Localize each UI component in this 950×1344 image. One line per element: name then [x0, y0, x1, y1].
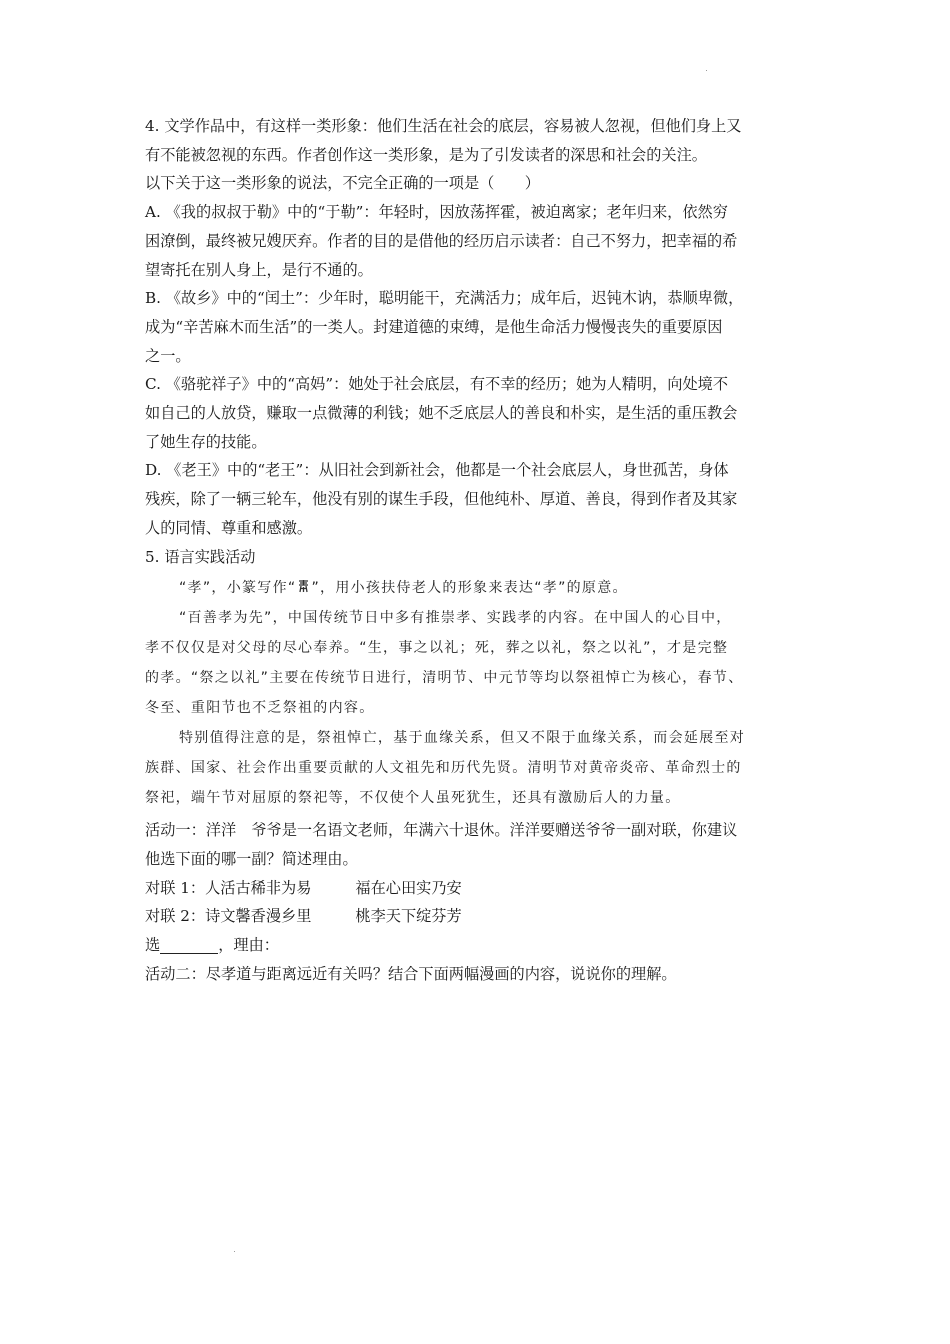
reading-passage	[145, 573, 815, 813]
q4-stem-line-1: 4. 文学作品中，有这样一类形象：他们生活在社会的底层，容易被人忽视，但他们身上又	[145, 117, 742, 135]
passage-line: 祭祀，端午节对屈原的祭祀等，不仅使个人虽死犹生，还具有激励后人的力量。	[145, 790, 681, 807]
option-line: 残疾，除了一辆三轮车，他没有别的谋生手段，但他纯朴、厚道、善良，得到作者及其家	[145, 490, 738, 509]
passage-line: 冬至、重阳节也不乏祭祖的内容。	[145, 700, 375, 717]
page-mark-bottom	[234, 1251, 235, 1252]
couplet-second-line: 福在心田实乃安	[355, 878, 462, 897]
answer-prefix: 选	[145, 936, 161, 955]
option-line: C. 《骆驼祥子》中的“高妈”：她处于社会底层，有不幸的经历；她为人精明，向处境不	[145, 375, 729, 394]
answer-blank[interactable]	[160, 935, 218, 954]
passage-line: 孝不仅仅是对父母的尽心奉养。“生，事之以礼；死，葬之以礼，祭之以礼”，才是完整	[145, 640, 729, 657]
q4-stem-line-2: 有不能被忽视的东西。作者创作这一类形象，是为了引发读者的深思和社会的关注。	[145, 145, 707, 164]
option-line: A. 《我的叔叔于勒》中的“于勒”：年轻时，因放荡挥霍，被迫离家；老年归来，依然穷	[145, 203, 728, 222]
couplet-label: 对联 1：	[145, 878, 206, 897]
q4-option-b	[145, 284, 815, 370]
passage-text: ”，用小孩扶侍老人的形象来表达“孝”的原意。	[311, 580, 628, 597]
page-mark-top	[706, 70, 707, 71]
passage-paragraph-1	[145, 573, 815, 603]
activity-2: 活动二：尽孝道与距离远近有关吗？结合下面两幅漫画的内容，说说你的理解。	[145, 964, 677, 983]
option-line: 困潦倒，最终被兄嫂厌弃。作者的目的是借他的经历启示读者：自己不努力，把幸福的希	[145, 231, 738, 250]
passage-paragraph-2	[145, 603, 815, 723]
passage-paragraph-3	[145, 723, 815, 813]
couplet-second-line: 桃李天下绽芬芳	[355, 907, 462, 926]
answer-suffix: ，理由：	[218, 936, 279, 955]
q5-title: 5. 语言实践活动	[145, 547, 256, 566]
couplet-2	[145, 902, 815, 931]
couplet-first-line: 诗文馨香漫乡里	[205, 907, 312, 926]
option-line: 望寄托在别人身上，是行不通的。	[145, 260, 373, 279]
passage-text: “孝”，小篆写作“	[179, 580, 297, 597]
option-line: 人的同情、尊重和感激。	[145, 518, 313, 537]
couplet-1	[145, 874, 815, 903]
q4-option-d	[145, 456, 815, 542]
answer-line	[145, 931, 815, 960]
option-line: 成为“辛苦麻木而生活”的一类人。封建道德的束缚，是他生命活力慢慢丧失的重要原因	[145, 317, 723, 336]
option-line: 了她生存的技能。	[145, 432, 267, 451]
exam-content	[145, 112, 815, 988]
option-line: 之一。	[145, 346, 191, 365]
passage-line: 的孝。“祭之以礼”主要在传统节日进行，清明节、中元节等均以祭祖悼亡为核心，春节、	[145, 670, 744, 687]
option-line: D. 《老王》中的“老王”：从旧社会到新社会，他都是一个社会底层人，身世孤苦，身体	[145, 461, 729, 480]
q4-prompt: 以下关于这一类形象的说法，不完全正确的一项是（ ）	[145, 174, 540, 193]
q4-option-c	[145, 370, 815, 456]
option-line: 如自己的人放贷，赚取一点微薄的利钱；她不乏底层人的善良和朴实，是生活的重压教会	[145, 404, 738, 423]
activity-1-line-1: 活动一：洋洋 爷爷是一名语文老师，年满六十退休。洋洋要赠送爷爷一副对联，你建议	[145, 821, 738, 840]
question-5	[145, 543, 815, 989]
q4-option-a	[145, 198, 815, 284]
question-4	[145, 112, 815, 543]
couplet-label: 对联 2：	[145, 907, 206, 926]
seal-script-xiao-icon	[297, 579, 310, 593]
couplet-first-line: 人活古稀非为易	[205, 878, 312, 897]
option-line: B. 《故乡》中的“闰土”：少年时，聪明能干，充满活力；成年后，迟钝木讷，恭顺卑微，	[145, 289, 744, 308]
activity-1-line-2: 他选下面的哪一副？简述理由。	[145, 849, 358, 868]
passage-line: “百善孝为先”，中国传统节日中多有推崇孝、实践孝的内容。在中国人的心目中，	[179, 610, 732, 627]
passage-line: 族群、国家、社会作出重要贡献的人文祖先和历代先贤。清明节对黄帝炎帝、革命烈士的	[145, 760, 742, 777]
passage-line: 特别值得注意的是，祭祖悼亡，基于血缘关系，但又不限于血缘关系，而会延展至对	[179, 730, 746, 747]
